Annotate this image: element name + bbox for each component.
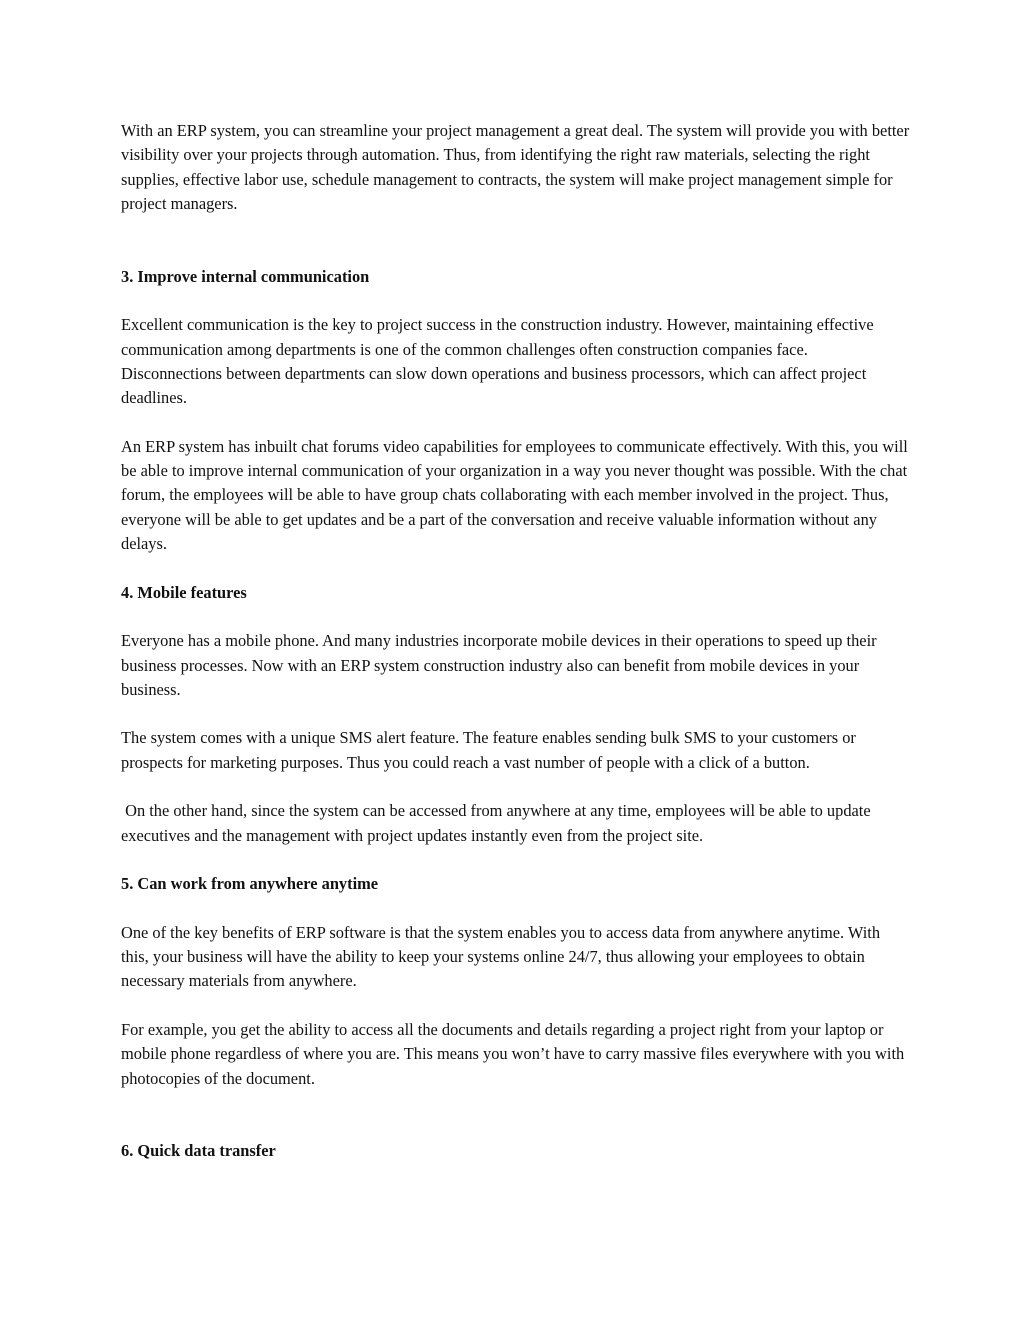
paragraph-4c: On the other hand, since the system can be accessed from anywhere at any time, employees will be able to update executives and the management with project updates instantly even from the project site. [121,801,875,845]
spacer [121,289,911,313]
spacer [121,848,911,872]
spacer [121,411,911,435]
paragraph-3a: Excellent communication is the key to project success in the construction industry. However, maintaining effective communication among departments is one of the common challenges often construction companies face. Disconnections between departments can slow down operations and business processors, which can affect project deadlines. [121,315,874,408]
spacer [121,216,911,265]
section-heading-6: 6. Quick data transfer [121,1141,276,1161]
paragraph-5b: For example, you get the ability to access all the documents and details regarding a project right from your laptop or mobile phone regardless of where you are. This means you won’t have to carry massive files everywhere with you with photocopies of the document. [121,1019,905,1088]
spacer [121,775,911,799]
paragraph-3b: An ERP system has inbuilt chat forums video capabilities for employees to communicate effectively. With this, you will be able to improve internal communication of your organization in a way you never thought was possible. With the chat forum, the employees will be able to have group chats collaborating with each member involved in the project. Thus, everyone will be able to get updates and be a part of the conversation and receive valuable information without any delays. [121,436,908,554]
section-heading-5: 5. Can work from anywhere anytime [121,874,379,894]
section-heading-3: 3. Improve internal communication [121,266,370,286]
paragraph-4b: The system comes with a unique SMS alert feature. The feature enables sending bulk SMS to your customers or prospects for marketing purposes. Thus you could reach a vast number of people with a click of a button. [121,728,856,772]
spacer [121,556,911,580]
spacer [121,897,911,921]
document-page [121,119,911,1164]
paragraph-5a: One of the key benefits of ERP software is that the system enables you to access data from anywhere anytime. With this, your business will have the ability to keep your systems online 24/7, thus allowing your employees to obtain necessary materials from anywhere. [121,922,881,991]
paragraph-intro: With an ERP system, you can streamline your project management a great deal. The system will provide you with better visibility over your projects through automation. Thus, from identifying the right raw materials, selecting the right supplies, effective labor use, schedule management to contracts, the system will make project management simple for project managers. [121,121,910,213]
spacer [121,605,911,629]
spacer [121,702,911,726]
spacer [121,994,911,1018]
paragraph-4a: Everyone has a mobile phone. And many industries incorporate mobile devices in their operations to speed up their business processes. Now with an ERP system construction industry also can benefit from mobile devices in your business. [121,631,877,699]
section-heading-4: 4. Mobile features [121,582,247,602]
spacer [121,1091,911,1140]
